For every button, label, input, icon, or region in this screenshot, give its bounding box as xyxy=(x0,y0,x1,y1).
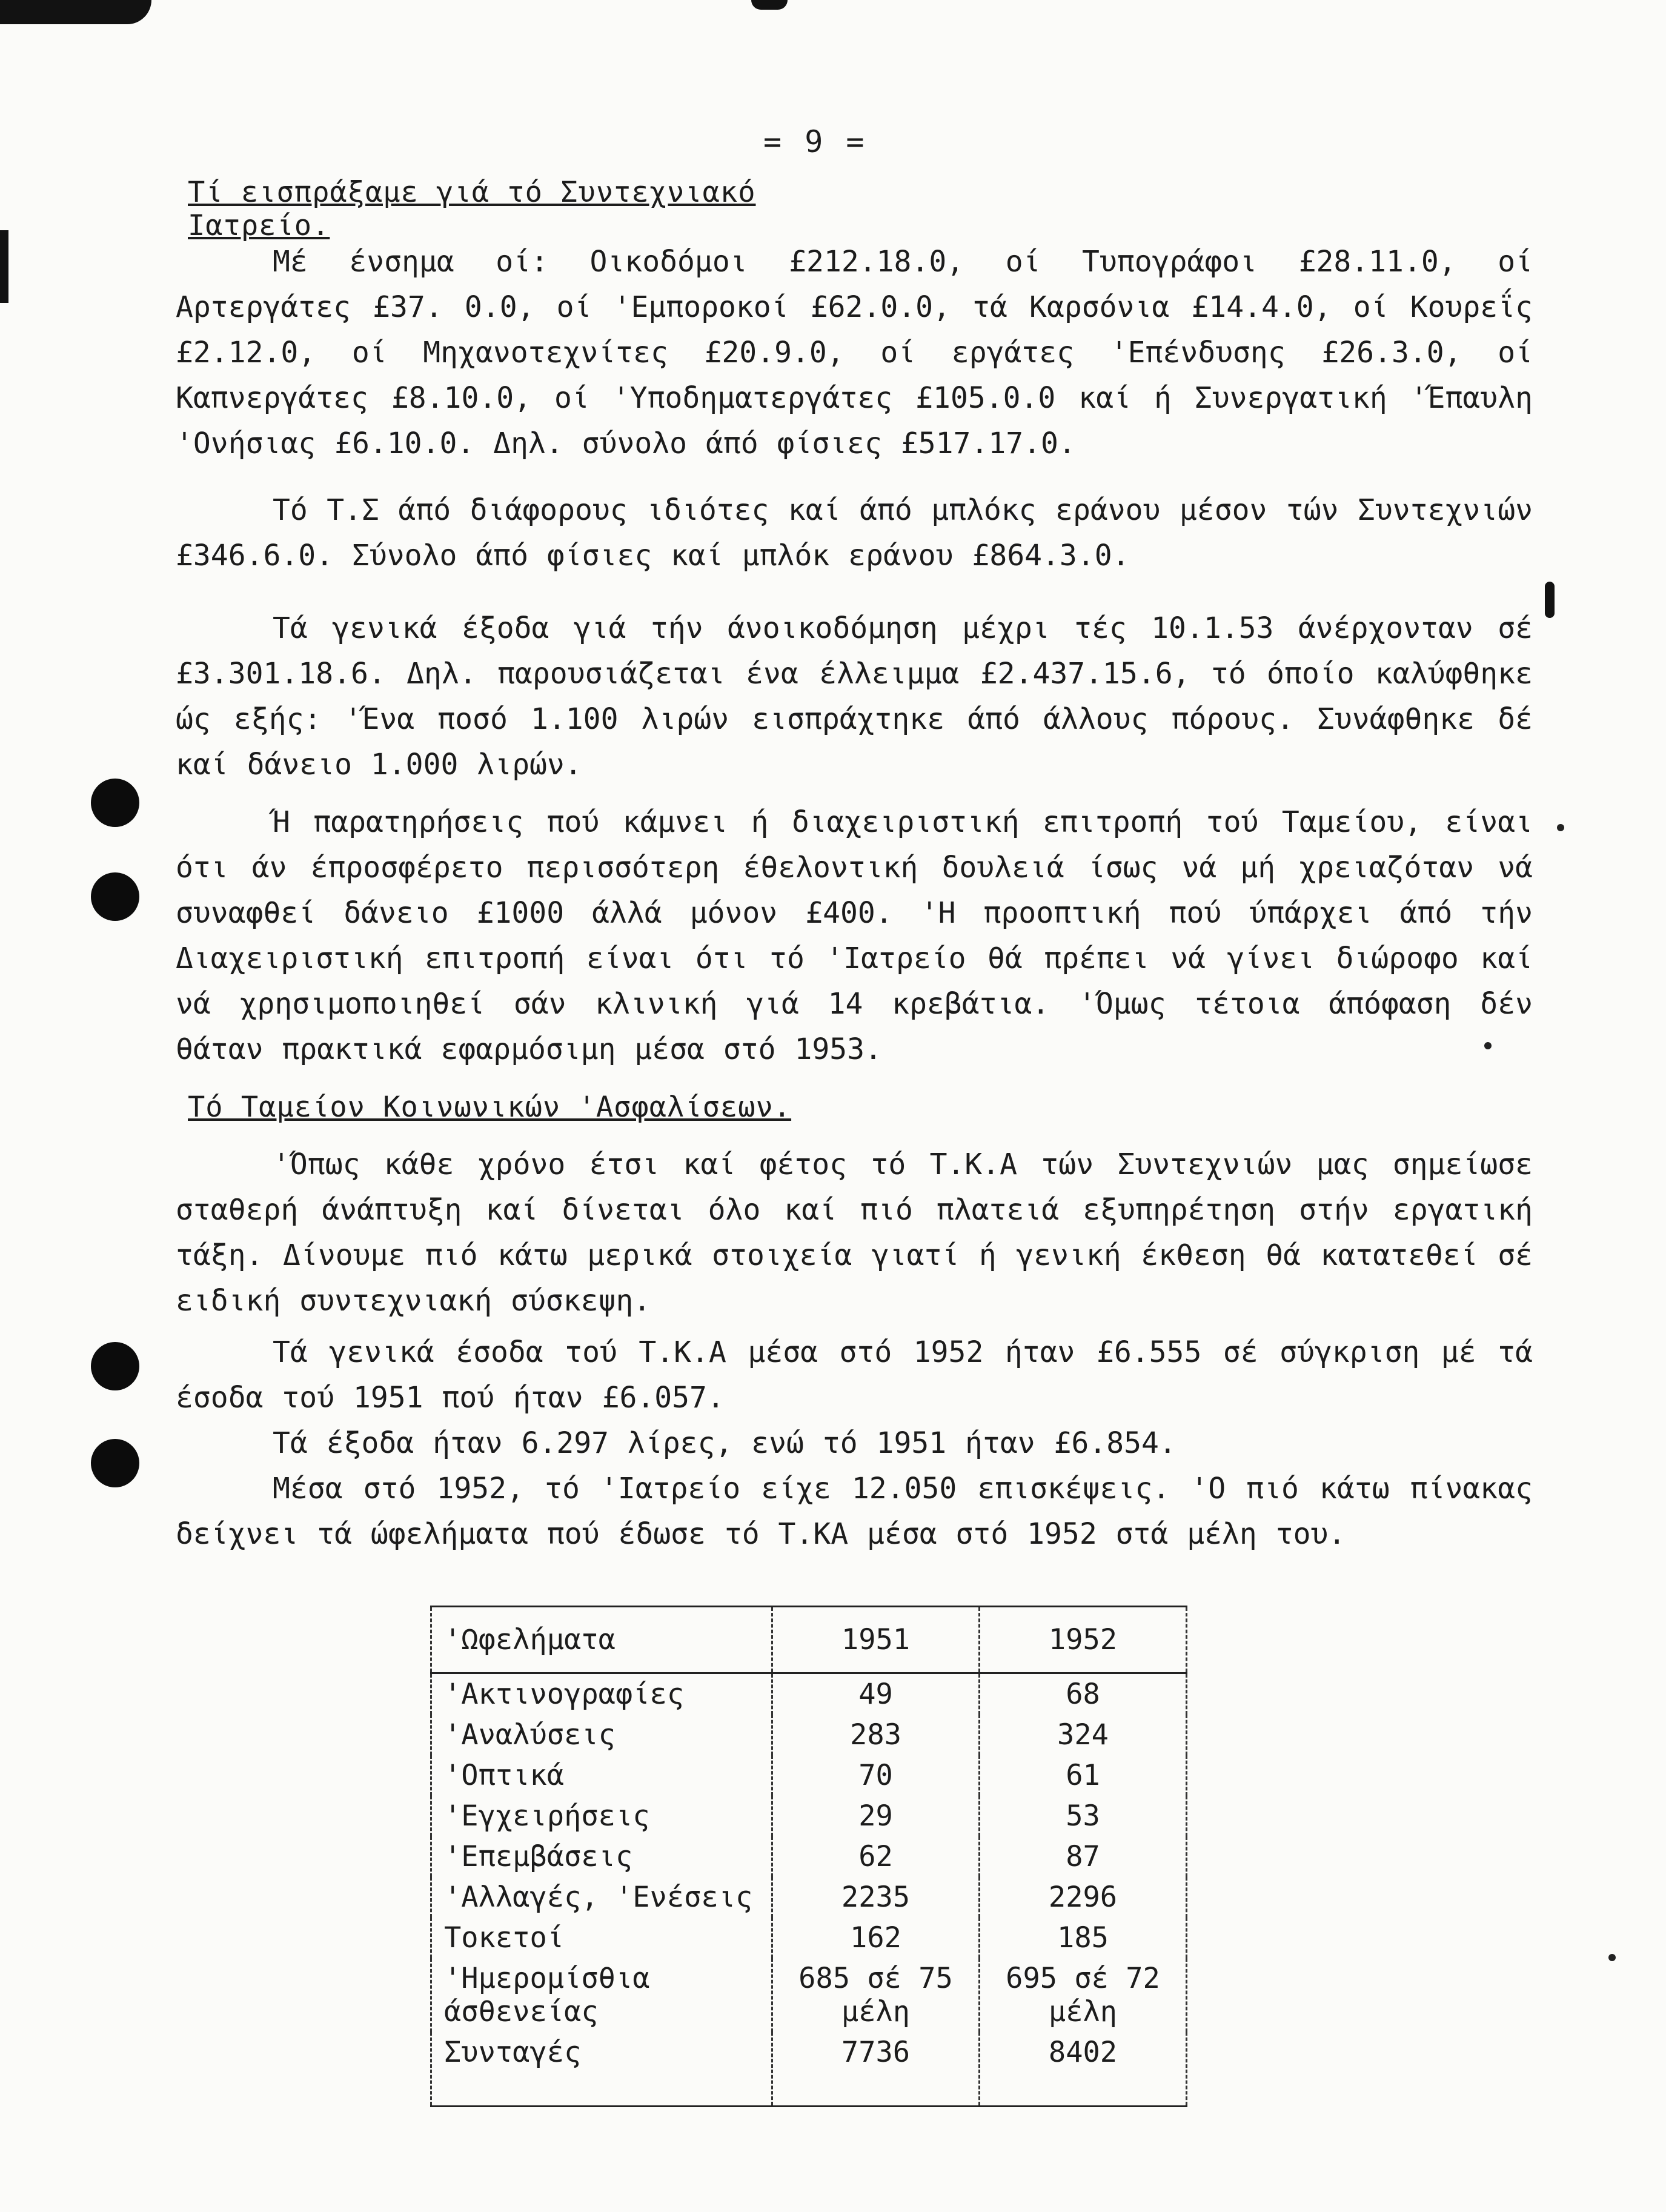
table-cell-1951: 49 xyxy=(772,1673,980,1715)
table-cell-benefit: 'Επεμβάσεις xyxy=(431,1836,772,1877)
table-cell-1951: 62 xyxy=(772,1836,980,1877)
insurance-income-paragraph: Τά γενικά έσοδα τού Τ.Κ.Α μέσα στό 1952 ήταν £6.555 σέ σύγκριση μέ τά έσοδα τού 1951 πού ήταν £6.057. xyxy=(176,1335,1533,1415)
clinic-expenses-paragraph: Τά γενικά έξοδα γιά τήν άνοικοδόμηση μέχρι τές 10.1.53 άνέρχονταν σέ £3.301.18.6. Δηλ. παρουσιάζεται ένα έλλειμμα £2.437.15.6, τό όποίο καλύφθηκε ώς εξής: 'Ένα ποσό 1.100 λιρών εισπράχτηκε άπό άλλους πόρους. Συνάφθηκε δέ καί δάνειο 1.000 λιρών. xyxy=(176,611,1533,782)
table-row xyxy=(431,1958,1187,2032)
section-heading-social-insurance: Τό Ταμείον Κοινωνικών 'Ασφαλίσεων. xyxy=(188,1091,792,1124)
table-cell-1952: 695 σέ 72 μέλη xyxy=(980,1958,1187,2032)
scan-speck xyxy=(1557,824,1564,831)
table-cell-1952: 68 xyxy=(980,1673,1187,1715)
punch-hole xyxy=(91,779,139,827)
table-cell-1952: 53 xyxy=(980,1796,1187,1836)
table-header-benefits: 'Ωφελήματα xyxy=(431,1607,772,1673)
table-cell-benefit: Συνταγές xyxy=(431,2032,772,2107)
punch-hole xyxy=(91,872,139,921)
insurance-visits-paragraph: Μέσα στό 1952, τό 'Ιατρείο είχε 12.050 επισκέψεις. 'Ο πιό κάτω πίνακας δείχνει τά ώφελήματα πού έδωσε τό Τ.ΚΑ μέσα στό 1952 στά μέλη του. xyxy=(176,1472,1533,1551)
table-row xyxy=(431,2032,1187,2107)
table-cell-1952: 2296 xyxy=(980,1877,1187,1918)
scan-speck xyxy=(1608,1954,1616,1961)
table-header-row xyxy=(431,1607,1187,1673)
table-cell-1952: 185 xyxy=(980,1918,1187,1958)
table-cell-benefit: 'Αλλαγές, 'Ενέσεις xyxy=(431,1877,772,1918)
scan-top-smudge xyxy=(751,0,788,10)
table-cell-1951: 283 xyxy=(772,1715,980,1755)
table-row xyxy=(431,1877,1187,1918)
table-header-1951: 1951 xyxy=(772,1607,980,1673)
table-cell-1951: 29 xyxy=(772,1796,980,1836)
table-cell-benefit: Τοκετοί xyxy=(431,1918,772,1958)
table-cell-1952: 8402 xyxy=(980,2032,1187,2107)
punch-hole xyxy=(91,1439,139,1487)
table-row xyxy=(431,1836,1187,1877)
table-cell-benefit: 'Ακτινογραφίες xyxy=(431,1673,772,1715)
scan-margin-mark xyxy=(1545,582,1555,618)
section-heading-clinic: Τί εισπράξαμε γιά τό Συντεχνιακό xyxy=(188,176,756,209)
insurance-expenses-paragraph: Τά έξοδα ήταν 6.297 λίρες, ενώ τό 1951 ήταν £6.854. xyxy=(273,1426,1176,1460)
table-cell-1951: 2235 xyxy=(772,1877,980,1918)
table-row xyxy=(431,1918,1187,1958)
table-cell-1952: 324 xyxy=(980,1715,1187,1755)
table-row xyxy=(431,1673,1187,1715)
table-cell-1951: 7736 xyxy=(772,2032,980,2107)
table-cell-1951: 70 xyxy=(772,1755,980,1796)
page-number: = 9 = xyxy=(763,124,867,159)
punch-hole xyxy=(91,1342,139,1390)
clinic-donations-paragraph: Τό Τ.Σ άπό διάφορους ιδιότες καί άπό μπλόκς εράνου μέσον τών Συντεχνιών £346.6.0. Σύνολο άπό φίσιες καί μπλόκ εράνου £864.3.0. xyxy=(176,493,1533,573)
table-cell-1951: 162 xyxy=(772,1918,980,1958)
table-row xyxy=(431,1715,1187,1755)
table-cell-1951: 685 σέ 75 μέλη xyxy=(772,1958,980,2032)
table-row xyxy=(431,1755,1187,1796)
table-header-1952: 1952 xyxy=(980,1607,1187,1673)
clinic-committee-paragraph: Ή παρατηρήσεις πού κάμνει ή διαχειριστική επιτροπή τού Ταμείου, είναι ότι άν έπροσφέρετο περισσότερη έθελοντική δουλειά ίσως νά μή χρειαζόταν νά συναφθεί δάνειο £1000 άλλά μόνον £400. 'Η προοπτική πού ύπάρχει άπό τήν Διαχειριστική επιτροπή είναι ότι τό 'Ιατρείο θά πρέπει νά γίνει διώροφο καί νά χρησιμοποιηθεί σάν κλινική γιά 14 κρεβάτια. 'Όμως τέτοια άπόφαση δέν θάταν πρακτικά εφαρμόσιμη μέσα στό 1953. xyxy=(176,805,1533,1066)
scan-edge-mark xyxy=(0,230,8,303)
scan-corner-mark xyxy=(0,0,151,24)
table-cell-benefit: 'Ημερομίσθια άσθενείας xyxy=(431,1958,772,2032)
clinic-income-paragraph: Μέ ένσημα οί: Οικοδόμοι £212.18.0, οί Τυπογράφοι £28.11.0, οί Αρτεργάτες £37. 0.0, οί 'Εμποροκοί £62.0.0, τά Καρσόνια £14.4.0, οί Κουρεΐς £2.12.0, οί Μηχανοτεχνίτες £20.9.0, οί εργάτες 'Επένδυσης £26.3.0, οί Καπνεργάτες £8.10.0, οί 'Υποδηματεργάτες £105.0.0 καί ή Συνεργατική 'Έπαυλη 'Ονήσιας £6.10.0. Δηλ. σύνολο άπό φίσιες £517.17.0. xyxy=(176,245,1533,460)
benefits-table xyxy=(430,1606,1187,2107)
section-heading-clinic-cont: Ιατρείο. xyxy=(188,209,330,242)
insurance-intro-paragraph: 'Όπως κάθε χρόνο έτσι καί φέτος τό Τ.Κ.Α τών Συντεχνιών μας σημείωσε σταθερή άνάπτυξη καί δίνεται όλο καί πιό πλατειά εξυπηρέτηση στήν εργατική τάξη. Δίνουμε πιό κάτω μερικά στοιχεία γιατί ή γενική έκθεση θά κατατεθεί σέ ειδική συντεχνιακή σύσκεψη. xyxy=(176,1148,1533,1318)
table-cell-benefit: 'Αναλύσεις xyxy=(431,1715,772,1755)
table-cell-benefit: 'Οπτικά xyxy=(431,1755,772,1796)
table-cell-benefit: 'Εγχειρήσεις xyxy=(431,1796,772,1836)
table-row xyxy=(431,1796,1187,1836)
table-cell-1952: 61 xyxy=(980,1755,1187,1796)
table-cell-1952: 87 xyxy=(980,1836,1187,1877)
